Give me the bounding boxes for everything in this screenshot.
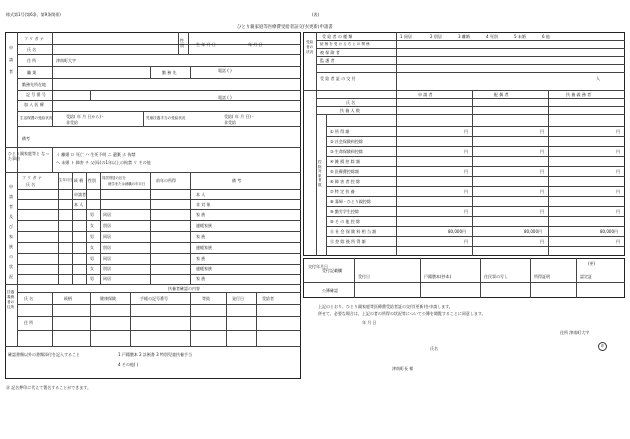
- yen-unit: 円: [616, 189, 620, 194]
- remarks-label: 備考: [22, 136, 30, 141]
- yen-unit: 円: [616, 129, 620, 134]
- deduction-row: ⑧ 寡婦・ひとり親控除: [330, 199, 371, 204]
- reason-label: ひとり親家庭等と なった事由: [8, 151, 50, 161]
- hh-row-sex: 女: [90, 266, 94, 271]
- hh-row-sex: 男: [90, 234, 94, 239]
- form-code: 様式第1号(第6条、第9条関係): [6, 12, 61, 17]
- special-deduction-value: 80,000円: [524, 229, 542, 234]
- hh-sex-label: 性別: [88, 178, 96, 183]
- yen-unit: 円: [540, 129, 544, 134]
- livelihood-not: 非受給: [66, 120, 78, 125]
- yen-unit: 円: [540, 149, 544, 154]
- hh-name-label: 氏 名: [26, 182, 36, 187]
- deduction-row: ⑥ 障 害 者 控 除: [330, 179, 360, 184]
- guardian-name-label: 氏 名: [24, 296, 34, 301]
- consent-note: 併せて、必要な場合は、上記の者の所得の状況等について公簿を閲覧することに同意します。: [318, 311, 486, 316]
- yen-unit: 円: [616, 239, 620, 244]
- hh-note-label: 備 考: [232, 178, 242, 183]
- deduction-row: ⑩ そ の 他 控 除: [330, 219, 360, 224]
- guardian-col: 発行日: [232, 296, 244, 301]
- recipient-option[interactable]: 4 死別: [486, 34, 498, 39]
- guardian-benefit-label: 扶養者確認の内容: [168, 286, 200, 291]
- hh-row-kind: 連帳家族: [196, 266, 212, 271]
- hh-row-kind: 非 対 象: [196, 202, 211, 207]
- employer-label: 勤 務 先: [162, 70, 177, 75]
- hh-row-kind: 連帳家族: [196, 245, 212, 250]
- yen-unit: 円: [464, 129, 468, 134]
- guardian-col: 手帳の記号番号: [140, 296, 168, 301]
- applicant-address-sign[interactable]: 住所 津南町大字: [560, 330, 590, 335]
- insured-label: 被 保 険 者: [320, 50, 340, 55]
- office-col: 住民票の写し: [484, 274, 508, 279]
- hh-row-status: 家 族: [196, 256, 206, 261]
- birthdate-label: 生 年 月 日: [196, 42, 216, 47]
- hh-together-label: 同居別居の区分: [102, 176, 126, 180]
- livelihood-label: 生活保護の受給状況: [20, 116, 53, 120]
- col-applicant: 申 請 者: [418, 92, 433, 97]
- hh-row-cohab: 別居: [103, 245, 111, 250]
- addressee: 津南町長 様: [392, 366, 414, 371]
- recipient-type-label: 受 給 者 の 種 類: [322, 34, 353, 39]
- insured-symbol-label: 記 号 番 号: [26, 92, 46, 97]
- hh-row-role: 本 人: [74, 202, 84, 207]
- form-title: ひとり親家庭等医療費受給者証交付(更新)申請書: [237, 25, 333, 30]
- side-label-household: 申 請 者 及 び 家 族 の 状 況: [9, 184, 13, 279]
- hh-row-sex: 女: [90, 245, 94, 250]
- bottom-note: ㊟ 記名押印に代えて署名することができます。: [6, 385, 91, 390]
- office-col: 認定証: [580, 274, 592, 279]
- address-label: 住 所: [27, 58, 37, 63]
- employer-address-label: 勤務先所在地: [22, 82, 46, 87]
- hh-row-cohab: 同居: [103, 234, 111, 239]
- office-col: 所得証明: [534, 274, 550, 279]
- furigana-label: フ リ ガ ナ: [24, 36, 44, 41]
- hh-row-sex: 男: [90, 212, 94, 217]
- hh-row-kind: 本 人: [196, 192, 206, 197]
- name-label: 氏 名: [27, 47, 37, 52]
- deduction-title: 控除対象者数: [318, 160, 322, 187]
- yen-unit: 円: [464, 189, 468, 194]
- persons-unit: 人: [596, 76, 600, 81]
- recipient-option[interactable]: 5 未婚: [514, 34, 526, 39]
- reason-line-1: イ 離婚 ロ 死亡 ハ 生死不明 ニ 遺棄 ホ 拘禁: [56, 152, 136, 157]
- hh-row-status: 家 族: [196, 212, 206, 217]
- guardian-side-label: 扶養義務者の住所: [7, 290, 15, 309]
- hh-row-sex: 男: [90, 276, 94, 281]
- yen-unit: 円: [540, 189, 544, 194]
- deduction-row: ② 社会保険料控除: [330, 139, 363, 144]
- declaration-date[interactable]: 年 月 日: [362, 320, 377, 325]
- recipient-option[interactable]: 2 別居: [430, 34, 442, 39]
- yen-unit: 円: [464, 149, 468, 154]
- deduction-row: ⑤ 医療費控除額: [330, 169, 359, 174]
- pension-label: 児童扶養手当の受給状況: [146, 116, 186, 120]
- hh-row-sex: 男: [90, 256, 94, 261]
- hh-relation-label: 続 柄: [74, 178, 84, 183]
- hh-birth-label: 生年月日: [59, 178, 73, 182]
- special-deduction-value: 80,000円: [448, 229, 466, 234]
- recipient-option[interactable]: 6 他: [542, 34, 550, 39]
- recipient-option[interactable]: 1 同居: [400, 34, 412, 39]
- occupation-label: 職 業: [27, 70, 37, 75]
- front-mark: (表): [312, 12, 320, 17]
- livelihood-received: 受給( 年 月 日から)・: [66, 114, 105, 119]
- reason-line-2: ヘ 未婚 ト 障害 チ 父(母)の1年以上の拘禁 リ その他: [56, 160, 151, 165]
- signer-label: 氏名: [430, 346, 438, 351]
- hh-income-label: 前年の所得: [156, 178, 176, 183]
- hh-row-cohab: 同居: [103, 256, 111, 261]
- confirm-other[interactable]: 4 その他( ): [118, 362, 139, 367]
- deduction-row: ③ 生命保険料控除: [330, 149, 363, 154]
- guardian-col: 受給者: [262, 296, 274, 301]
- insurance-label: 加 入 医 療: [24, 102, 44, 107]
- sex-label: 性 別: [180, 38, 184, 48]
- office-col: 戸籍謄本(抄本): [424, 274, 452, 279]
- col-spouse: 配 偶 者: [494, 92, 509, 97]
- yen-unit: 円: [464, 239, 468, 244]
- hh-row-status: 家 族: [196, 276, 206, 281]
- guardian-relation-label: 続柄: [64, 296, 72, 301]
- office-renew-mark: (更): [588, 261, 596, 266]
- special-deduction-value: 80,000円: [600, 229, 618, 234]
- name-row-label: 氏 名: [346, 100, 356, 105]
- hh-study-label: 就学または就職の年月日: [108, 182, 146, 186]
- hh-row-role: 申請者: [74, 192, 86, 197]
- deduction-row: ⑨ 勤労学生控除: [330, 209, 359, 214]
- deduction-row: ⑪ 社 会 保 険 料 相 当 額: [330, 229, 377, 234]
- side-label-applicant: 申 請 者: [9, 45, 13, 74]
- office-col: 受付日: [358, 274, 370, 279]
- hh-row-cohab: 同居: [103, 212, 111, 217]
- yen-unit: 円: [464, 209, 468, 214]
- office-issue-label: 交付年月日: [308, 264, 328, 269]
- deduction-row: ⑦ 特 定 扶 養: [330, 189, 355, 194]
- hh-row-cohab: 別居: [103, 266, 111, 271]
- office-title: 受付記載欄: [322, 268, 342, 273]
- declaration-note: 上記のとおり、ひとり親家庭等医療費受給者証の交付(更新)を申請します。: [318, 304, 453, 309]
- custody-label: 監 護 者: [320, 58, 335, 63]
- yen-unit: 円: [540, 169, 544, 174]
- address-value[interactable]: 津南町大字: [56, 58, 76, 63]
- guardian-address-label: 住 所: [24, 320, 34, 325]
- hh-row-kind: 連帳家族: [196, 223, 212, 228]
- hh-row-cohab: 別居: [103, 223, 111, 228]
- office-check-label: 公簿確認: [322, 288, 338, 293]
- hh-row-status: 家 族: [196, 234, 206, 239]
- yen-unit: 円: [464, 169, 468, 174]
- yen-unit: 円: [540, 209, 544, 214]
- deduction-row: ⑫ 控 除 後 所 得 額: [330, 239, 366, 244]
- birth-ymd: 年 月 日: [248, 42, 263, 47]
- employer-phone-label: 電話 ( ): [218, 95, 232, 100]
- hh-row-cohab: 同居: [103, 276, 111, 281]
- pension-not: 非受給: [224, 120, 236, 125]
- count-row-label: 扶 養 人 数: [340, 108, 360, 113]
- yen-unit: 円: [616, 149, 620, 154]
- guardian-col: 健康保険: [100, 296, 116, 301]
- side-label-recipient: 受給者の状況: [306, 40, 314, 54]
- col-guardian: 扶 養 義 務 者: [566, 92, 592, 97]
- hh-furigana-label: フ リ ガ ナ: [22, 175, 42, 180]
- confirm-options[interactable]: 1 戸籍謄本 2 診断書 3 特別児童扶養手当: [118, 352, 192, 357]
- deduction-row: ① 所 得 額: [330, 129, 350, 134]
- confirm-label: 確認書類以外の書類添付を記入すること: [8, 352, 80, 357]
- seal-stamp: 印: [598, 342, 607, 351]
- yen-unit: 円: [616, 209, 620, 214]
- yen-unit: 円: [540, 239, 544, 244]
- deduction-row: ④ 雑 損 控 除 額: [330, 159, 360, 164]
- cert-label: 受 給 者 証 の 交 付: [320, 76, 356, 81]
- recipient-option[interactable]: 3 離婚: [458, 34, 470, 39]
- phone-label: 電話 ( ): [218, 68, 232, 73]
- hh-row-sex: 女: [90, 223, 94, 228]
- pension-received: 受給( 年 月 日)・: [224, 114, 255, 119]
- guardian-col: 等級: [202, 296, 210, 301]
- relation-label: 続 柄 を 受 け る 方 と の 関 係: [320, 42, 370, 46]
- yen-unit: 円: [616, 169, 620, 174]
